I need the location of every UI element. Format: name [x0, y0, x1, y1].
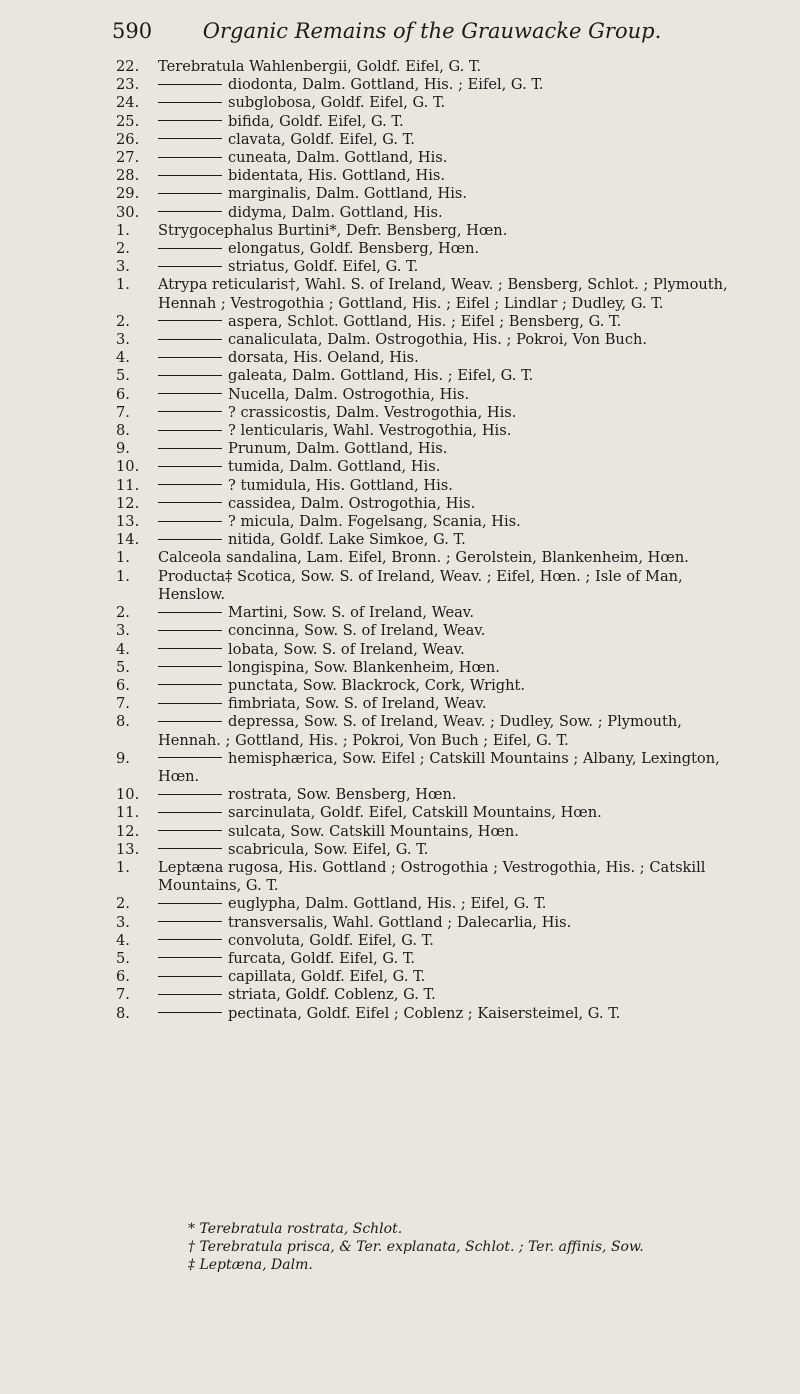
- species-entry: [0, 185, 800, 203]
- species-entry: [0, 167, 800, 185]
- entry-body: [158, 313, 738, 331]
- entry-text: Leptæna rugosa, His. Gottland ; Ostrogothia ; Vestrogothia, His. ; Catskill Mountains, G. T.: [158, 858, 706, 895]
- entry-text: nitida, Goldf. Lake Simkoe, G. T.: [228, 531, 466, 549]
- entry-body: [158, 349, 738, 367]
- entry-number: 4.: [116, 349, 130, 367]
- ditto-dash: [158, 757, 222, 758]
- entry-text: sulcata, Sow. Catskill Mountains, Hœn.: [228, 822, 519, 840]
- entry-body: [158, 950, 738, 968]
- ditto-dash: [158, 648, 222, 649]
- entry-number: 7.: [116, 695, 130, 713]
- entry-text: sarcinulata, Goldf. Eifel, Catskill Mountains, Hœn.: [228, 804, 602, 822]
- species-entry: [0, 549, 800, 567]
- entry-body: [158, 622, 738, 640]
- entry-number: 4.: [116, 640, 130, 658]
- species-entry: [0, 222, 800, 240]
- entry-number: 6.: [116, 385, 130, 403]
- entry-body: [158, 695, 738, 713]
- species-entry: [0, 495, 800, 513]
- species-entry: [0, 349, 800, 367]
- entry-body: [158, 58, 738, 76]
- species-entry: [0, 331, 800, 349]
- entry-body: [158, 1005, 738, 1023]
- entry-text: dorsata, His. Oeland, His.: [228, 349, 419, 367]
- entry-text: ? tumidula, His. Gottland, His.: [228, 476, 453, 494]
- entry-text: scabricula, Sow. Eifel, G. T.: [228, 840, 429, 858]
- entry-number: 22.: [116, 58, 140, 75]
- entry-number: 4.: [116, 931, 130, 949]
- species-entry: [0, 531, 800, 549]
- entry-body: [158, 167, 738, 185]
- entry-number: 2.: [116, 240, 130, 258]
- ditto-dash: [158, 357, 222, 358]
- ditto-dash: [158, 976, 222, 977]
- page-header: [112, 18, 760, 44]
- entry-text: capillata, Goldf. Eifel, G. T.: [228, 968, 426, 986]
- species-entry: [0, 659, 800, 677]
- ditto-dash: [158, 830, 222, 831]
- entry-text: Calceola sandalina, Lam. Eifel, Bronn. ; Gerolstein, Blankenheim, Hœn.: [158, 549, 689, 567]
- entry-number: 6.: [116, 968, 130, 986]
- ditto-dash: [158, 666, 222, 667]
- entry-number: 7.: [116, 403, 130, 421]
- species-entry: [0, 367, 800, 385]
- entry-number: 9.: [116, 749, 130, 767]
- species-entry: [0, 113, 800, 131]
- entry-number: 1.: [116, 858, 130, 876]
- ditto-dash: [158, 1012, 222, 1013]
- entry-body: [158, 331, 738, 349]
- entry-number: 27.: [116, 149, 140, 167]
- ditto-dash: [158, 266, 222, 267]
- entry-text: ? crassicostis, Dalm. Vestrogothia, His.: [228, 403, 517, 421]
- species-entry: [0, 240, 800, 258]
- entry-text: bifida, Goldf. Eifel, G. T.: [228, 112, 404, 130]
- species-entry: [0, 440, 800, 458]
- species-entry: [0, 641, 800, 659]
- ditto-dash: [158, 921, 222, 922]
- entry-number: 10.: [116, 786, 140, 804]
- species-entry: [0, 804, 800, 822]
- ditto-dash: [158, 102, 222, 103]
- entry-text: euglypha, Dalm. Gottland, His. ; Eifel, G. T.: [228, 895, 547, 913]
- entry-text: subglobosa, Goldf. Eifel, G. T.: [228, 94, 446, 112]
- entry-text: aspera, Schlot. Gottland, His. ; Eifel ; Bensberg, G. T.: [228, 312, 622, 330]
- entry-text: Martini, Sow. S. of Ireland, Weav.: [228, 604, 474, 622]
- entry-number: 1.: [116, 567, 130, 585]
- entry-number: 5.: [116, 658, 130, 676]
- entry-number: 2.: [116, 604, 130, 622]
- entry-text: hemisphærica, Sow. Eifel ; Catskill Mountains ; Albany, Lexington, Hœn.: [158, 749, 720, 785]
- entry-text: furcata, Goldf. Eifel, G. T.: [228, 949, 416, 967]
- entry-text: galeata, Dalm. Gottland, His. ; Eifel, G. T.: [228, 367, 534, 385]
- entry-text: concinna, Sow. S. of Ireland, Weav.: [228, 622, 486, 640]
- entry-number: 3.: [116, 331, 130, 349]
- ditto-dash: [158, 903, 222, 904]
- ditto-dash: [158, 375, 222, 376]
- entry-number: 9.: [116, 440, 130, 458]
- ditto-dash: [158, 957, 222, 958]
- ditto-dash: [158, 703, 222, 704]
- entry-number: 3.: [116, 913, 130, 931]
- entry-number: 12.: [116, 494, 140, 512]
- entry-number: 8.: [116, 422, 130, 440]
- ditto-dash: [158, 120, 222, 121]
- entry-text: striata, Goldf. Coblenz, G. T.: [228, 986, 436, 1004]
- entry-text: elongatus, Goldf. Bensberg, Hœn.: [228, 240, 480, 258]
- entry-body: [158, 968, 738, 986]
- entry-text: didyma, Dalm. Gottland, His.: [228, 203, 443, 221]
- species-entry: [0, 404, 800, 422]
- ditto-dash: [158, 721, 222, 722]
- ditto-dash: [158, 812, 222, 813]
- entry-body: [158, 604, 738, 622]
- entry-body: [158, 677, 738, 695]
- entry-text: striatus, Goldf. Eifel, G. T.: [228, 258, 419, 276]
- ditto-dash: [158, 502, 222, 503]
- species-entry: [0, 149, 800, 167]
- entry-text: Atrypa reticularis†, Wahl. S. of Ireland, Weav. ; Bensberg, Schlot. ; Plymouth, Hennah ; Vestrogothia ; Gottland, His. ; Eifel ; Lindlar ; Dudley, G. T.: [158, 276, 728, 312]
- entry-text: cassidea, Dalm. Ostrogothia, His.: [228, 494, 476, 512]
- entry-number: 14.: [116, 531, 140, 549]
- species-entry: [0, 950, 800, 968]
- entry-body: [158, 914, 738, 932]
- ditto-dash: [158, 466, 222, 467]
- species-entry: [0, 276, 800, 312]
- species-entry: [0, 713, 800, 749]
- entry-body: [158, 276, 738, 312]
- entry-body: [158, 458, 738, 476]
- ditto-dash: [158, 157, 222, 158]
- entry-number: 6.: [116, 676, 130, 694]
- entry-number: 1.: [116, 276, 130, 294]
- entry-body: [158, 477, 738, 495]
- entry-text: transversalis, Wahl. Gottland ; Dalecarlia, His.: [228, 913, 572, 931]
- ditto-dash: [158, 484, 222, 485]
- entry-body: [158, 568, 738, 604]
- entry-body: [158, 750, 738, 786]
- entry-number: 10.: [116, 458, 140, 476]
- entry-body: [158, 222, 738, 240]
- species-entry: [0, 313, 800, 331]
- entry-body: [158, 204, 738, 222]
- ditto-dash: [158, 211, 222, 212]
- ditto-dash: [158, 848, 222, 849]
- species-entry: [0, 695, 800, 713]
- entry-text: Terebratula Wahlenbergii, Goldf. Eifel, G. T.: [158, 58, 482, 75]
- entry-number: 28.: [116, 167, 140, 185]
- entry-text: diodonta, Dalm. Gottland, His. ; Eifel, G. T.: [228, 76, 544, 94]
- entry-text: fimbriata, Sow. S. of Ireland, Weav.: [228, 695, 487, 713]
- entry-number: 30.: [116, 203, 140, 221]
- running-title: Organic Remains of the Grauwacke Group.: [202, 19, 662, 43]
- entry-body: [158, 859, 738, 895]
- species-entry: [0, 58, 800, 76]
- entry-number: 2.: [116, 895, 130, 913]
- entry-number: 3.: [116, 622, 130, 640]
- ditto-dash: [158, 521, 222, 522]
- ditto-dash: [158, 411, 222, 412]
- species-entry: [0, 513, 800, 531]
- entry-number: 11.: [116, 804, 140, 822]
- entry-body: [158, 986, 738, 1004]
- species-entry: [0, 386, 800, 404]
- entry-text: rostrata, Sow. Bensberg, Hœn.: [228, 786, 457, 804]
- species-entry: [0, 914, 800, 932]
- entry-number: 23.: [116, 76, 140, 94]
- entry-text: Nucella, Dalm. Ostrogothia, His.: [228, 385, 470, 403]
- entry-text: marginalis, Dalm. Gottland, His.: [228, 185, 467, 203]
- entry-number: 26.: [116, 130, 140, 148]
- entry-body: [158, 113, 738, 131]
- entry-text: ? micula, Dalm. Fogelsang, Scania, His.: [228, 513, 521, 531]
- entry-body: [158, 932, 738, 950]
- entry-text: tumida, Dalm. Gottland, His.: [228, 458, 441, 476]
- entry-body: [158, 786, 738, 804]
- species-entry: [0, 895, 800, 913]
- entry-number: 25.: [116, 112, 140, 130]
- entry-body: [158, 404, 738, 422]
- species-entry: [0, 258, 800, 276]
- ditto-dash: [158, 320, 222, 321]
- entry-body: [158, 641, 738, 659]
- species-entry: [0, 568, 800, 604]
- entry-body: [158, 659, 738, 677]
- entry-body: [158, 367, 738, 385]
- species-entry: [0, 422, 800, 440]
- entry-text: lobata, Sow. S. of Ireland, Weav.: [228, 640, 465, 658]
- ditto-dash: [158, 248, 222, 249]
- species-entry: [0, 823, 800, 841]
- entry-body: [158, 422, 738, 440]
- entry-body: [158, 713, 738, 749]
- entry-text: pectinata, Goldf. Eifel ; Coblenz ; Kaisersteimel, G. T.: [228, 1004, 621, 1022]
- species-entry: [0, 604, 800, 622]
- entry-text: Prunum, Dalm. Gottland, His.: [228, 440, 448, 458]
- species-entry: [0, 204, 800, 222]
- ditto-dash: [158, 939, 222, 940]
- species-entry: [0, 76, 800, 94]
- entry-text: depressa, Sow. S. of Ireland, Weav. ; Dudley, Sow. ; Plymouth, Hennah. ; Gottland, His. ; Pokroi, Von Buch ; Eifel, G. T.: [158, 713, 682, 749]
- entry-number: 8.: [116, 713, 130, 731]
- entry-number: 13.: [116, 513, 140, 531]
- page-number: 590: [112, 19, 153, 43]
- entry-body: [158, 240, 738, 258]
- entry-number: 2.: [116, 312, 130, 330]
- entry-body: [158, 386, 738, 404]
- entry-text: bidentata, His. Gottland, His.: [228, 167, 446, 185]
- entry-body: [158, 258, 738, 276]
- species-entry: [0, 677, 800, 695]
- species-entry: [0, 841, 800, 859]
- species-entry: [0, 1005, 800, 1023]
- entry-number: 12.: [116, 822, 140, 840]
- entry-body: [158, 513, 738, 531]
- ditto-dash: [158, 612, 222, 613]
- entry-number: 1.: [116, 549, 130, 567]
- entry-body: [158, 495, 738, 513]
- entry-text: ? lenticularis, Wahl. Vestrogothia, His.: [228, 422, 512, 440]
- footnote: ‡ Leptæna, Dalm.: [188, 1257, 313, 1273]
- species-entry: [0, 750, 800, 786]
- entry-number: 11.: [116, 476, 140, 494]
- ditto-dash: [158, 175, 222, 176]
- entry-body: [158, 440, 738, 458]
- entry-number: 1.: [116, 221, 130, 239]
- entry-number: 24.: [116, 94, 140, 112]
- species-entry: [0, 477, 800, 495]
- entry-number: 5.: [116, 367, 130, 385]
- ditto-dash: [158, 393, 222, 394]
- ditto-dash: [158, 994, 222, 995]
- entry-body: [158, 823, 738, 841]
- entry-body: [158, 149, 738, 167]
- species-list: [0, 58, 800, 1023]
- entry-number: 29.: [116, 185, 140, 203]
- entry-body: [158, 131, 738, 149]
- entry-number: 7.: [116, 986, 130, 1004]
- entry-body: [158, 841, 738, 859]
- entry-body: [158, 549, 738, 567]
- ditto-dash: [158, 684, 222, 685]
- ditto-dash: [158, 539, 222, 540]
- entry-number: 3.: [116, 258, 130, 276]
- ditto-dash: [158, 138, 222, 139]
- entry-body: [158, 76, 738, 94]
- footnotes: [188, 1220, 740, 1274]
- species-entry: [0, 622, 800, 640]
- ditto-dash: [158, 339, 222, 340]
- species-entry: [0, 131, 800, 149]
- species-entry: [0, 859, 800, 895]
- ditto-dash: [158, 630, 222, 631]
- entry-body: [158, 895, 738, 913]
- footnote: * Terebratula rostrata, Schlot.: [188, 1221, 403, 1237]
- species-entry: [0, 932, 800, 950]
- ditto-dash: [158, 193, 222, 194]
- entry-body: [158, 94, 738, 112]
- entry-body: [158, 531, 738, 549]
- ditto-dash: [158, 448, 222, 449]
- species-entry: [0, 458, 800, 476]
- entry-number: 5.: [116, 949, 130, 967]
- entry-text: canaliculata, Dalm. Ostrogothia, His. ; Pokroi, Von Buch.: [228, 331, 648, 349]
- entry-text: convoluta, Goldf. Eifel, G. T.: [228, 931, 434, 949]
- species-entry: [0, 94, 800, 112]
- species-entry: [0, 986, 800, 1004]
- entry-text: longispina, Sow. Blankenheim, Hœn.: [228, 658, 500, 676]
- entry-number: 13.: [116, 840, 140, 858]
- entry-text: Producta‡ Scotica, Sow. S. of Ireland, Weav. ; Eifel, Hœn. ; Isle of Man, Henslow.: [158, 567, 683, 603]
- footnote: † Terebratula prisca, & Ter. explanata, Schlot. ; Ter. affinis, Sow.: [188, 1239, 644, 1255]
- ditto-dash: [158, 84, 222, 85]
- ditto-dash: [158, 430, 222, 431]
- ditto-dash: [158, 794, 222, 795]
- entry-text: clavata, Goldf. Eifel, G. T.: [228, 130, 415, 148]
- entry-text: Strygocephalus Burtini*, Defr. Bensberg, Hœn.: [158, 221, 508, 239]
- entry-body: [158, 804, 738, 822]
- species-entry: [0, 968, 800, 986]
- entry-text: cuneata, Dalm. Gottland, His.: [228, 149, 448, 167]
- entry-number: 8.: [116, 1004, 130, 1022]
- species-entry: [0, 786, 800, 804]
- entry-text: punctata, Sow. Blackrock, Cork, Wright.: [228, 676, 525, 694]
- entry-body: [158, 185, 738, 203]
